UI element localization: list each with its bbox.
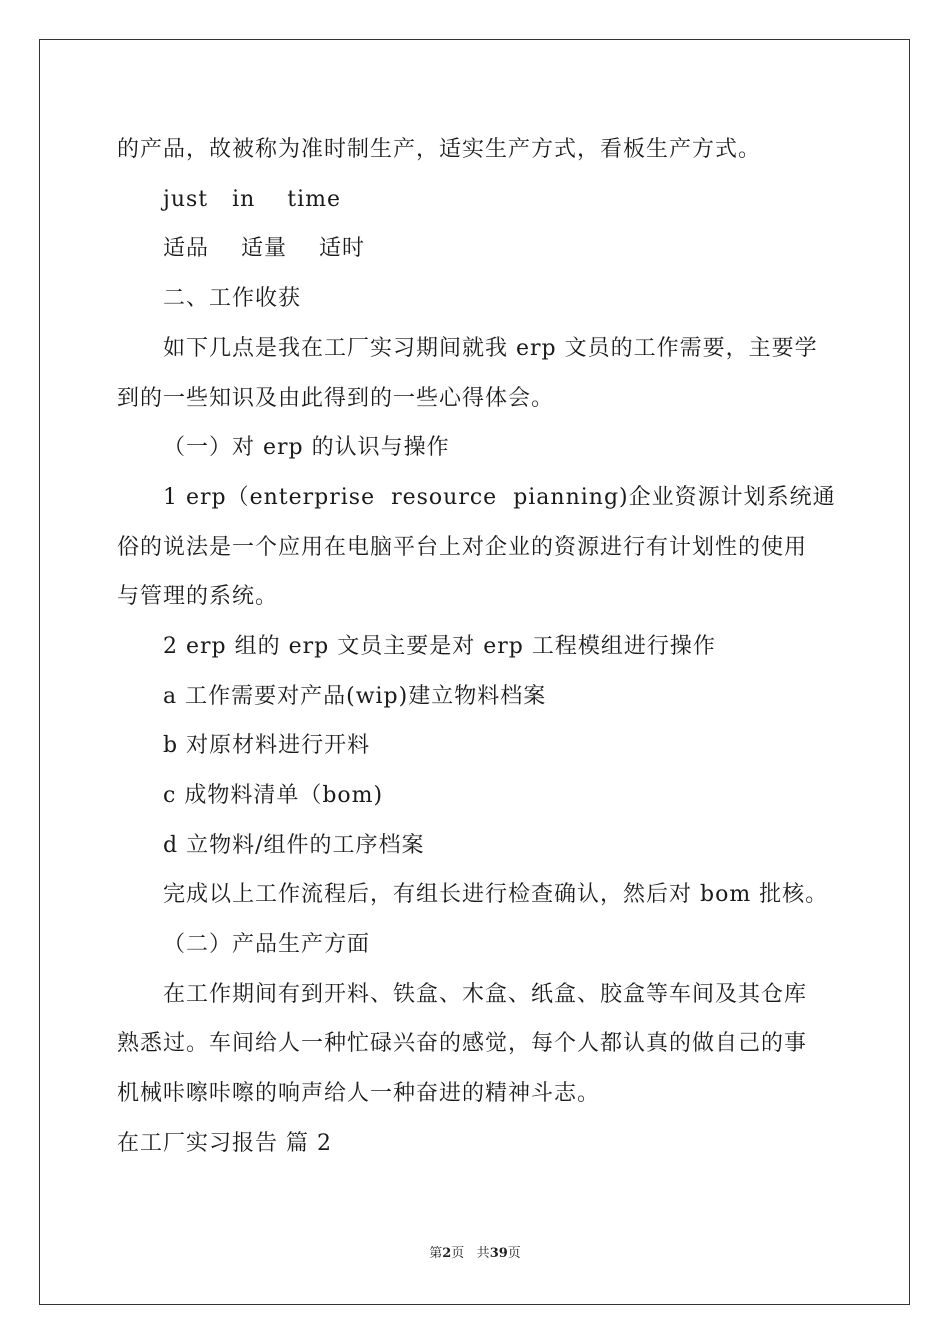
list-item: b 对原材料进行开料 [163,733,371,758]
paragraph-line: just in time [163,187,342,212]
footer-total-unit: 页 [507,1246,521,1261]
paragraph-line: 1 erp（enterprise resource pianning)企业资源计划系统通 [163,485,836,510]
page-frame [39,39,910,1305]
paragraph-line: 适品 适量 适时 [163,236,365,261]
paragraph-line: 2 erp 组的 erp 文员主要是对 erp 工程模组进行操作 [163,634,716,659]
paragraph-line: 俗的说法是一个应用在电脑平台上对企业的资源进行有计划性的使用 [117,535,808,560]
subsection-heading: （一）对 erp 的认识与操作 [163,435,450,460]
section-heading: 二、工作收获 [163,286,302,311]
paragraph-line: 完成以上工作流程后，有组长进行检查确认，然后对 bom 批核。 [163,882,829,907]
paragraph-line: 熟悉过。车间给人一种忙碌兴奋的感觉，每个人都认真的做自己的事 [117,1031,808,1056]
footer-page-unit: 页 [451,1246,465,1261]
article-heading: 在工厂实习报告 篇 2 [117,1131,332,1156]
footer-page-number: 2 [442,1246,452,1261]
paragraph-line: 在工作期间有到开料、铁盒、木盒、纸盒、胶盒等车间及其仓库 [163,982,808,1007]
list-item: a 工作需要对产品(wip)建立物料档案 [163,684,547,709]
footer-prefix: 第 [429,1246,443,1261]
page-footer [0,1245,950,1263]
paragraph-line: 与管理的系统。 [117,584,279,609]
paragraph-line: 到的一些知识及由此得到的一些心得体会。 [117,386,555,411]
paragraph-line: 机械咔嚓咔嚓的响声给人一种奋进的精神斗志。 [117,1081,601,1106]
list-item: c 成物料清单（bom) [163,783,384,808]
paragraph-line: 的产品，故被称为准时制生产，适实生产方式，看板生产方式。 [117,137,762,162]
footer-total-prefix: 共 [476,1246,490,1261]
subsection-heading: （二）产品生产方面 [163,932,371,957]
list-item: d 立物料/组件的工序档案 [163,833,425,858]
footer-total-pages: 39 [489,1246,508,1261]
paragraph-line: 如下几点是我在工厂实习期间就我 erp 文员的工作需要，主要学 [163,336,818,361]
